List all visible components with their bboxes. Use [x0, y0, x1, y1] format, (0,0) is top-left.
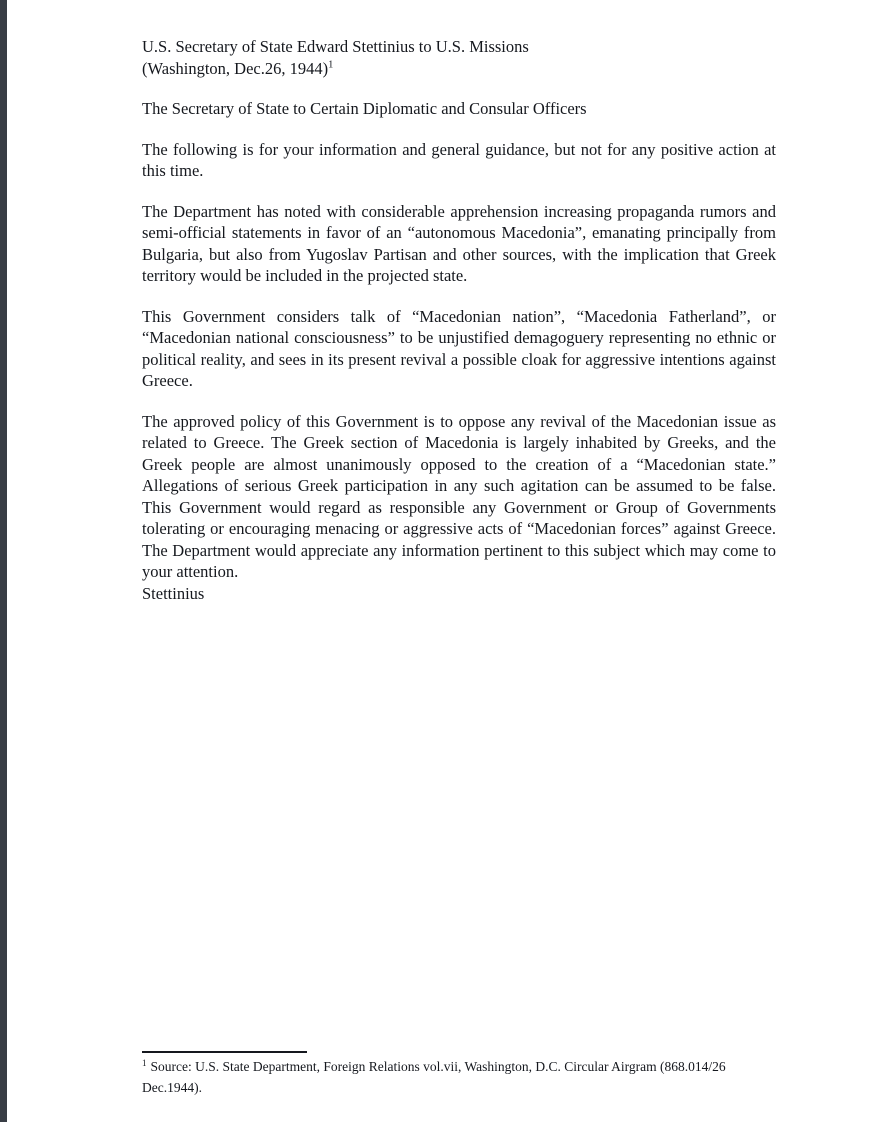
paragraph-2: The Department has noted with considerable apprehension increasing propaganda rumors and semi-official statements in favor of an “autonomous Macedonia”, emanating principally from Bulgaria, but also from Yugoslav Partisan and other sources, with the implication that Greek territory would be included in the projected state. — [142, 201, 776, 285]
footnote-divider-rule — [142, 1051, 307, 1053]
footnote-text — [142, 1057, 776, 1098]
footnote-section — [142, 1051, 776, 1098]
footnote-body: Source: U.S. State Department, Foreign Relations vol.vii, Washington, D.C. Circular Airgram (868.014/26 Dec.1944). — [142, 1059, 726, 1095]
paragraph-1: The following is for your information and general guidance, but not for any positive action at this time. — [142, 139, 776, 180]
document-content — [142, 36, 776, 604]
paragraph-3: This Government considers talk of “Macedonian nation”, “Macedonia Fatherland”, or “Macedonian national consciousness” to be unjustified demagoguery representing no ethnic or political reality, and sees in its present revival a possible cloak for aggressive intentions against Greece. — [142, 306, 776, 390]
signature-line: Stettinius — [142, 583, 205, 603]
footnote-reference-marker: 1 — [328, 59, 334, 70]
heading-line-2 — [142, 58, 776, 80]
heading-line-2-text: (Washington, Dec.26, 1944) — [142, 58, 329, 78]
document-subtitle: The Secretary of State to Certain Diplomatic and Consular Officers — [142, 99, 587, 118]
footnote-number: 1 — [142, 1057, 147, 1068]
paragraph-4: The approved policy of this Government is to oppose any revival of the Macedonian issue as related to Greece. The Greek section of Macedonia is largely inhabited by Greeks, and the Greek people are almost unanimously opposed to the creation of a “Macedonian state.” Allegations of serious Greek participation in any such agitation can be assumed to be false. This Government would regard as responsible any Government or Group of Governments tolerating or encouraging menacing or aggressive acts of “Macedonian forces” against Greece. The Department would appreciate any information pertinent to this subject which may come to your attention. — [142, 411, 776, 581]
document-heading — [142, 36, 776, 79]
scan-edge-bar — [0, 0, 7, 1122]
heading-line-1: U.S. Secretary of State Edward Stettinius to U.S. Missions — [142, 37, 529, 56]
